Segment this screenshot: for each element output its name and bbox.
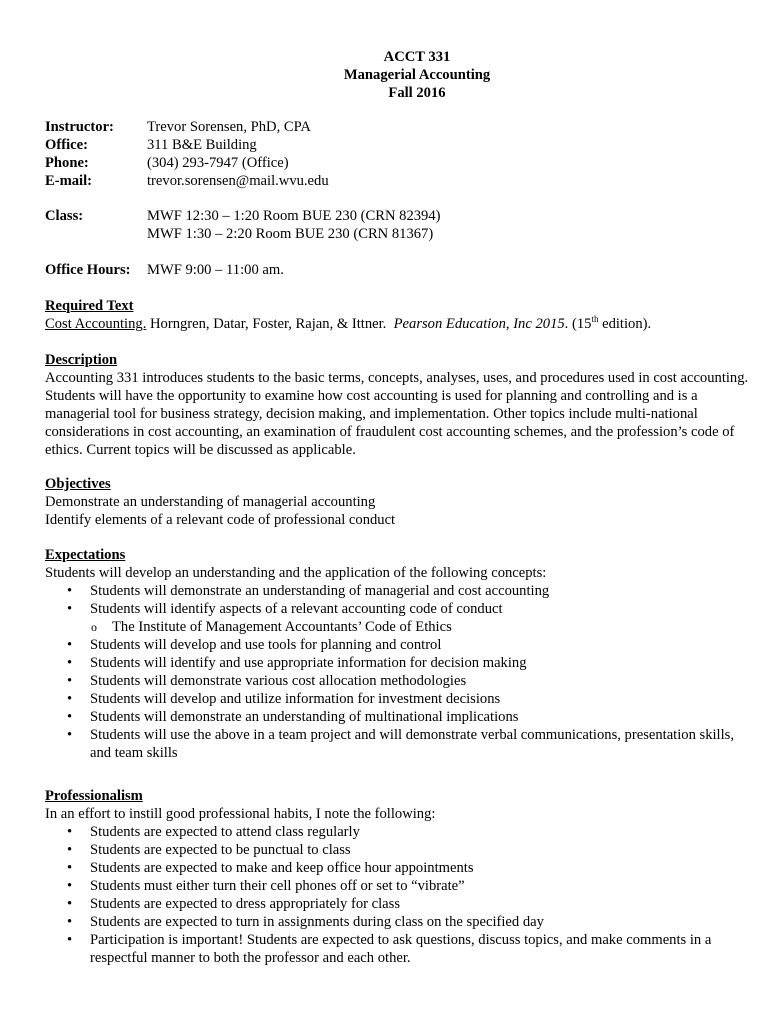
info-value: 311 B&E Building [147, 137, 257, 153]
objectives-section [45, 475, 750, 529]
expectations-sublist [45, 618, 750, 636]
required-text-heading: Required Text [45, 298, 134, 314]
objective-item: Demonstrate an understanding of managerial accounting [45, 494, 376, 510]
list-item: • Students are expected to dress appropriately for class [45, 895, 750, 913]
list-item [45, 600, 750, 636]
expectations-intro: Students will develop an understanding and the application of the following concepts: [45, 565, 547, 581]
description-text: Accounting 331 introduces students to the basic terms, concepts, analyses, uses, and procedures used in cost accounting. Students will have the opportunity to examine how cost accounting is used for planning and controlling and is a managerial tool for business strategy, decision making, and implementation. Other topics include multi-national considerations in cost accounting, an examination of fraudulent cost accounting schemes, and the profession’s code of ethics. Current topics will be discussed as applicable. [45, 370, 749, 458]
office-hours-row [45, 261, 284, 279]
list-item: • Students will develop and utilize information for investment decisions [45, 690, 750, 708]
sub-list-item: o The Institute of Management Accountants’ Code of Ethics [45, 618, 750, 636]
description-heading: Description [45, 352, 118, 368]
professionalism-intro: In an effort to instill good professional habits, I note the following: [45, 806, 436, 822]
office-hours [45, 261, 284, 279]
course-header [0, 48, 768, 102]
list-item: • Students will demonstrate an understanding of multinational implications [45, 708, 750, 726]
list-item: • Students are expected to turn in assignments during class on the specified day [45, 913, 750, 931]
course-term: Fall 2016 [388, 85, 446, 101]
course-code: ACCT 331 [383, 49, 451, 65]
objective-item: Identify elements of a relevant code of professional conduct [45, 512, 396, 528]
info-label: Instructor: [45, 119, 114, 135]
objectives-heading: Objectives [45, 476, 111, 492]
expectations-section [45, 546, 750, 762]
info-value: Trevor Sorensen, PhD, CPA [147, 119, 311, 135]
info-value: (304) 293-7947 (Office) [147, 155, 289, 171]
class-info [45, 207, 441, 243]
list-item: • Students are expected to attend class regularly [45, 823, 750, 841]
info-row-email [45, 172, 329, 190]
info-label: E-mail: [45, 173, 93, 189]
book-publisher: Pearson Education, Inc 2015 [393, 316, 565, 332]
list-item: • Students will identify and use appropriate information for decision making [45, 654, 750, 672]
list-item-text: Students will identify aspects of a relevant accounting code of conduct [90, 601, 503, 617]
list-item: • Students must either turn their cell phones off or set to “vibrate” [45, 877, 750, 895]
list-item: • Students will demonstrate various cost allocation methodologies [45, 672, 750, 690]
description-section [45, 351, 750, 459]
edition-post: edition). [598, 316, 652, 332]
info-label: Phone: [45, 155, 89, 171]
list-item: • Students will demonstrate an understanding of managerial and cost accounting [45, 582, 750, 600]
info-label: Office: [45, 137, 88, 153]
list-item: • Students are expected to make and keep office hour appointments [45, 859, 750, 877]
book-authors: Horngren, Datar, Foster, Rajan, & Ittner. [146, 316, 394, 332]
class-row-1 [45, 207, 441, 225]
class-schedule-line: MWF 12:30 – 1:20 Room BUE 230 (CRN 82394) [147, 208, 441, 224]
class-row-2 [45, 225, 441, 243]
office-hours-label: Office Hours: [45, 262, 131, 278]
expectations-heading: Expectations [45, 547, 126, 563]
professionalism-heading: Professionalism [45, 788, 143, 804]
instructor-info [45, 118, 329, 190]
info-row-office [45, 136, 329, 154]
required-text-citation [45, 315, 750, 333]
list-item: • Participation is important! Students are expected to ask questions, discuss topics, and make comments in a respectful manner to both the professor and each other. [45, 931, 750, 967]
required-text-section [45, 297, 750, 333]
course-title: Managerial Accounting [343, 67, 491, 83]
expectations-list [45, 582, 750, 762]
office-hours-value: MWF 9:00 – 11:00 am. [147, 262, 284, 278]
class-label: Class: [45, 208, 84, 224]
list-item: • Students are expected to be punctual to class [45, 841, 750, 859]
professionalism-section [45, 787, 750, 967]
edition-sup: th [591, 314, 599, 325]
class-schedule-line: MWF 1:30 – 2:20 Room BUE 230 (CRN 81367) [147, 226, 434, 242]
list-item: • Students will develop and use tools for planning and control [45, 636, 750, 654]
info-row-phone [45, 154, 329, 172]
professionalism-list [45, 823, 750, 967]
email-link[interactable]: trevor.sorensen@mail.wvu.edu [147, 173, 329, 189]
book-title: Cost Accounting. [45, 316, 147, 332]
edition-pre: . (15 [564, 316, 592, 332]
list-item: • Students will use the above in a team project and will demonstrate verbal communications, presentation skills, and team skills [45, 726, 750, 762]
info-row-instructor [45, 118, 329, 136]
